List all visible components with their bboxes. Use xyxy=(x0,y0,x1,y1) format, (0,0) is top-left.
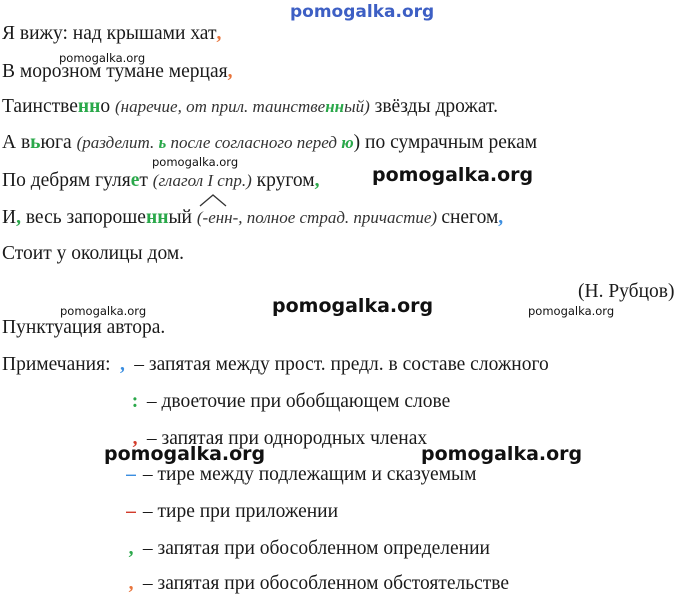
word-part: юга xyxy=(40,132,72,153)
word-part: о xyxy=(100,96,111,117)
watermark-small: pomogalka.org xyxy=(528,304,615,318)
notes-label: Примечания: xyxy=(2,354,111,375)
legend-text: – запятая между прост. предл. в составе сложного xyxy=(134,354,549,375)
legend-text: – тире при приложении xyxy=(142,501,339,522)
watermark-big: pomogalka.org xyxy=(272,295,434,317)
legend-symbol: , xyxy=(119,354,125,375)
watermark-small: pomogalka.org xyxy=(59,51,146,65)
watermark-big: pomogalka.org xyxy=(372,164,534,186)
legend-text: – запятая при однородных членах xyxy=(146,428,428,449)
word-part: снегом xyxy=(441,207,499,228)
poem-line-1 xyxy=(2,22,221,46)
poem-author: (Н. Рубцов) xyxy=(578,281,675,302)
legend-row-6 xyxy=(124,537,490,561)
comma-mark: , xyxy=(227,61,233,82)
watermark-big: pomogalka.org xyxy=(104,443,266,465)
highlight-letters: е xyxy=(130,170,140,191)
legend-symbol: , xyxy=(128,573,134,594)
legend-text: – запятая при обособленном обстоятельстве xyxy=(142,573,510,594)
word-part: звёзды дрожат. xyxy=(374,96,498,117)
legend-row-5 xyxy=(124,500,338,524)
poem-line-3 xyxy=(2,95,498,119)
watermark-small: pomogalka.org xyxy=(152,155,239,169)
legend-symbol: , xyxy=(128,538,134,559)
word-part: И xyxy=(2,207,17,228)
grammar-note: (наречие, от прил. таинственный) xyxy=(115,97,370,116)
comma-mark: , xyxy=(314,170,320,191)
suffix-caret-icon xyxy=(199,190,227,204)
poem-line-6 xyxy=(2,206,503,230)
poem-line-5 xyxy=(2,169,319,193)
legend-row-2 xyxy=(128,390,450,414)
grammar-note: (глагол I спр.) xyxy=(152,171,252,190)
legend-text: – запятая при обособленном определении xyxy=(142,538,490,559)
poem-line-2-text: В морозном тумане мерцая xyxy=(2,61,228,82)
highlight-letters: нн xyxy=(77,96,101,117)
legend-text: – двоеточие при обобщающем слове xyxy=(146,391,451,412)
word-part: кругом xyxy=(256,170,315,191)
comma-mark: , xyxy=(216,23,222,44)
word-part: т xyxy=(139,170,148,191)
word-part: А в xyxy=(2,132,31,153)
comma-mark: , xyxy=(16,207,21,228)
word-part: По дебрям гуля xyxy=(2,170,131,191)
watermark-top: pomogalka.org xyxy=(290,2,435,22)
word-part: Таинстве xyxy=(2,96,78,117)
word-part: ) по сумрачным рекам xyxy=(353,132,538,153)
highlight-letters: ь xyxy=(30,132,41,153)
poem-line-7 xyxy=(2,242,184,266)
word-part: весь запороше xyxy=(25,207,146,228)
legend-row-4 xyxy=(124,463,477,487)
legend-symbol: – xyxy=(126,464,136,485)
poem-line-1-text: Я вижу: над крышами хат xyxy=(2,23,217,44)
legend-symbol: : xyxy=(131,391,139,412)
poem-line-2 xyxy=(2,60,232,84)
legend-text: – тире между подлежащим и сказуемым xyxy=(142,464,477,485)
comma-mark: , xyxy=(498,207,504,228)
watermark-big: pomogalka.org xyxy=(421,443,583,465)
legend-symbol: , xyxy=(132,428,138,449)
highlight-letters: нн xyxy=(145,207,169,228)
grammar-note: (-енн-, полное страд. причастие) xyxy=(197,208,441,227)
legend-symbol: – xyxy=(126,501,136,522)
word-part: ый xyxy=(168,207,192,228)
grammar-note: (разделит. ь после согласного перед ю xyxy=(76,133,354,152)
poem-line-4 xyxy=(2,131,537,155)
punctuation-title: Пунктуация автора. xyxy=(2,317,166,338)
watermark-small: pomogalka.org xyxy=(60,304,147,318)
poem-line-7-text: Стоит у околицы дом. xyxy=(2,243,185,264)
legend-row-7 xyxy=(124,572,509,596)
legend-row-1 xyxy=(2,353,549,377)
